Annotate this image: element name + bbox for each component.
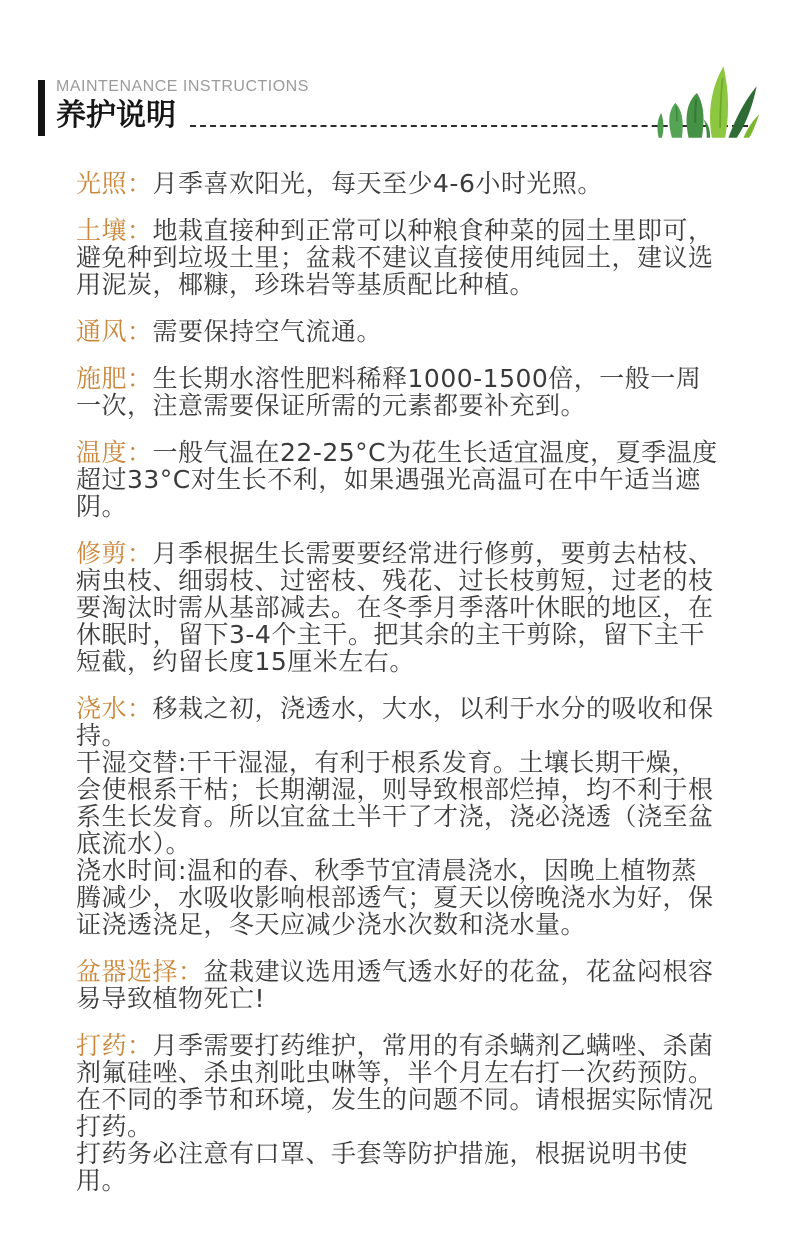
section-paragraph: 在不同的季节和环境，发生的问题不同。请根据实际情况打药。 <box>76 1085 714 1141</box>
section-paragraph <box>76 318 718 345</box>
section-paragraph <box>76 1032 718 1086</box>
section-text: 盆栽建议选用透气透水好的花盆，花盆闷根容易导致植物死亡! <box>76 957 714 1013</box>
care-sections <box>0 138 790 1194</box>
section-label: 修剪： <box>76 539 153 568</box>
section-paragraph: 打药务必注意有口罩、手套等防护措施，根据说明书使用。 <box>76 1139 689 1195</box>
section-text: 地栽直接种到正常可以种粮食种菜的园土里即可，避免种到垃圾土里；盆栽不建议直接使用纯园土，建议选用泥炭，椰糠，珍珠岩等基质配比种植。 <box>76 216 714 299</box>
section-text: 月季根据生长需要要经常进行修剪，要剪去枯枝、病虫枝、细弱枝、过密枝、残花、过长枝剪短，过老的枝要淘汰时需从基部减去。在冬季月季落叶休眠的地区，在休眠时，留下3-4个主干。把其余的主干剪除，留下主干短截，约留长度15厘米左右。 <box>76 539 714 676</box>
header-subtitle: MAINTENANCE INSTRUCTIONS <box>56 78 309 95</box>
section-text: 需要保持空气流通。 <box>152 317 383 346</box>
section-paragraph <box>76 217 718 298</box>
header-title-row <box>56 96 754 132</box>
section-paragraph <box>76 695 718 749</box>
care-section <box>76 958 718 1012</box>
header-text-block <box>38 78 754 132</box>
section-text: 移栽之初，浇透水，大水，以利于水分的吸收和保持。 <box>76 694 714 750</box>
section-paragraph <box>76 170 718 197</box>
section-paragraph: 浇水时间:温和的春、秋季节宜清晨浇水，因晚上植物蒸腾减少，水吸收影响根部透气；夏天以傍晚浇水为好，保证浇透浇足，冬天应减少浇水次数和浇水量。 <box>76 856 714 939</box>
section-text: 一般气温在22-25°C为花生长适宜温度，夏季温度超过33°C对生长不利，如果遇强光高温可在中午适当遮阴。 <box>76 438 718 521</box>
section-paragraph <box>76 439 718 520</box>
care-section <box>76 1032 718 1194</box>
care-section <box>76 217 718 298</box>
care-section <box>76 540 718 675</box>
care-section <box>76 365 718 419</box>
header-accent-bar <box>38 80 45 136</box>
section-paragraph <box>76 958 718 1012</box>
care-section <box>76 695 718 938</box>
section-label: 盆器选择： <box>76 957 204 986</box>
header <box>38 78 754 138</box>
care-section <box>76 170 718 197</box>
care-section <box>76 439 718 520</box>
section-label: 光照： <box>76 169 153 198</box>
section-paragraph: 干湿交替:干干湿湿，有利于根系发育。土壤长期干燥，会使根系干枯；长期潮湿，则导致根部烂掉，均不利于根系生长发育。所以宜盆土半干了才浇，浇必浇透（浇至盆底流水）。 <box>76 748 714 858</box>
section-paragraph <box>76 365 718 419</box>
plant-leaves-icon <box>652 55 760 150</box>
section-label: 施肥： <box>76 364 153 393</box>
page-title: 养护说明 <box>56 98 176 134</box>
section-paragraph <box>76 540 718 675</box>
section-label: 温度： <box>76 438 153 467</box>
section-text: 生长期水溶性肥料稀释1000-1500倍，一般一周一次，注意需要保证所需的元素都要补充到。 <box>76 364 702 420</box>
section-label: 浇水： <box>76 694 153 723</box>
section-text: 月季喜欢阳光，每天至少4-6小时光照。 <box>152 169 603 198</box>
section-label: 打药： <box>76 1031 153 1060</box>
care-section <box>76 318 718 345</box>
section-label: 通风： <box>76 317 153 346</box>
section-text: 月季需要打药维护，常用的有杀螨剂乙螨唑、杀菌剂氟硅唑、杀虫剂吡虫啉等，半个月左右打一次药预防。 <box>76 1031 714 1087</box>
section-label: 土壤： <box>76 216 153 245</box>
